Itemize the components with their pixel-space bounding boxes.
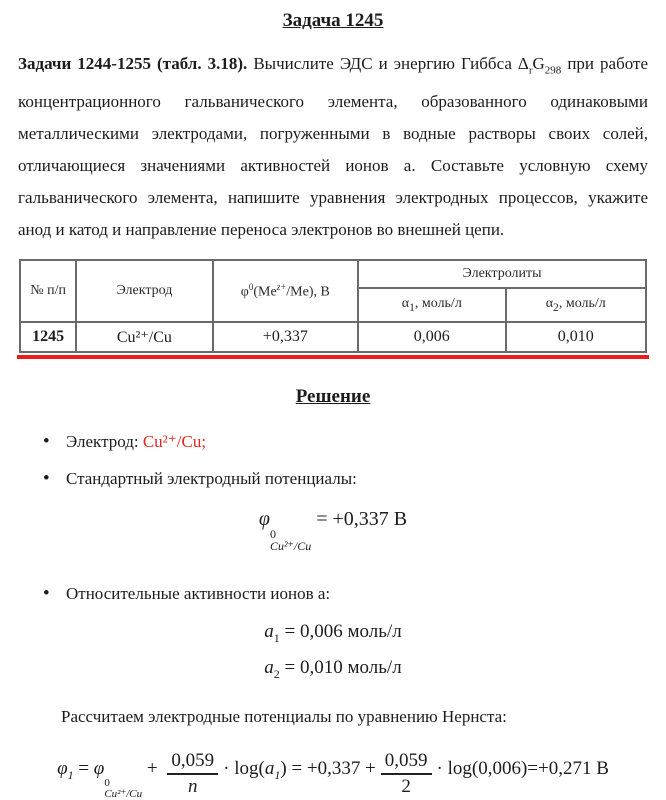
cell-potential: +0,337 — [213, 322, 358, 352]
delta-subscript: r — [528, 64, 533, 77]
gibbs-subscript: 298 — [544, 64, 562, 77]
problem-text-1: Вычислите ЭДС и энергию Гиббса Δ — [247, 54, 529, 73]
page-title: Задача 1245 — [282, 10, 384, 31]
cell-activity2: 0,010 — [506, 322, 647, 352]
electrode-value: Cu²⁺/Cu; — [142, 432, 207, 452]
a-symbol: a — [264, 657, 274, 679]
bullet-icon: • — [43, 468, 50, 490]
bullet-activities — [43, 583, 648, 605]
electrode-label: Электрод: — [66, 432, 143, 452]
table-header-potential: $\varphi^0(Me^{z+}/Me)$, В — [213, 260, 358, 322]
standard-potential-formula — [18, 504, 648, 552]
table-header-electrolytes: Электролиты — [358, 260, 646, 288]
phi-symbol: φ — [258, 508, 270, 531]
bullet-electrode — [43, 431, 648, 453]
problem-lead: Задачи 1244-1255 (табл. 3.18). — [18, 54, 248, 73]
table-header-electrode: Электрод — [76, 260, 212, 322]
cell-problem-number: 1245 — [20, 322, 76, 352]
bullet-icon: • — [43, 431, 50, 453]
activity2-formula: $a_2 = 0,010$ моль/л — [264, 657, 402, 681]
standard-potential-label: Стандартный электродный потенциалы: — [66, 469, 357, 489]
a1-symbol: a — [264, 757, 275, 779]
conditions-table — [19, 259, 647, 353]
phi0-supsub: 0 Cu²⁺/Cu — [104, 776, 143, 800]
phi1-symbol: φ — [57, 757, 68, 779]
phi-supsub: 0 Cu²⁺/Cu — [269, 527, 312, 554]
activity1-formula: $a_1 = 0,006$ моль/л — [264, 621, 402, 646]
problem-statement — [18, 48, 648, 246]
phi0-symbol: φ — [93, 757, 105, 779]
formula-rhs: = +0,337 В — [316, 508, 408, 531]
a-symbol: a — [264, 621, 274, 643]
table-header-a1: $\alpha_1$, моль/л — [358, 288, 505, 322]
activities-label: Относительные активности ионов а: — [66, 584, 331, 604]
red-divider — [17, 355, 649, 359]
table-header-num: № п/п — [20, 260, 76, 322]
table-header-a2: $\alpha_2$, моль/л — [506, 288, 647, 322]
fraction-2: $\frac{0,059}{2}$ — [381, 749, 432, 799]
cell-electrode: Cu²⁺/Cu — [76, 322, 212, 352]
cell-activity1: 0,006 — [358, 322, 505, 352]
fraction-1: $\frac{0,059}{n}$ — [167, 749, 218, 799]
nernst-formula: $\varphi_1 = \varphi$ 0 Cu²⁺/Cu + $\frac{0,059}{n}$ · $\log(a_1) = +0,337$ + $\frac{0,059}{2}$ · log(0,006)=+0,271 В — [57, 749, 609, 800]
bullet-standard-potential — [43, 468, 648, 490]
table-row — [20, 322, 646, 352]
gibbs-symbol: G — [532, 54, 545, 73]
bullet-icon: • — [43, 583, 50, 605]
nernst-intro: Рассчитаем электродные потенциалы по уравнению Нернста: — [61, 706, 507, 726]
solution-heading: Решение — [295, 386, 371, 408]
problem-text-2: при работе концентрационного гальванического элемента, образованного одинаковыми металлическими электродами, погруженными в водные растворы своих солей, отличающиеся значениями активностей ионов а. Составьте условную схему гальванического элемента, напишите уравнения электродных процессов, укажите анод и катод и направление переноса электронов во внешней цепи. — [18, 54, 649, 240]
